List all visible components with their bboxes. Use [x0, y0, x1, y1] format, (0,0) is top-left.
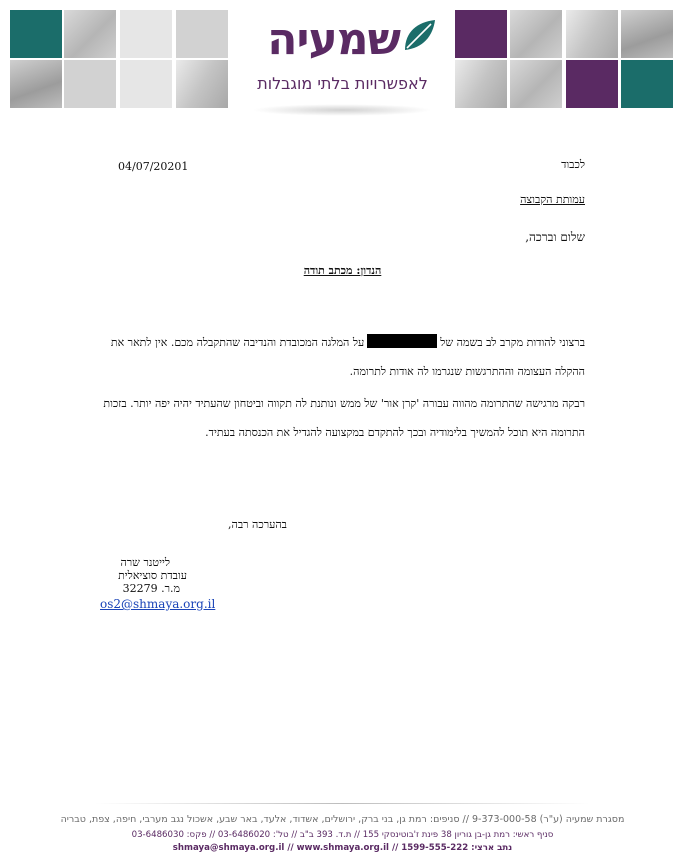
greeting: שלום וברכה,	[525, 230, 585, 244]
logo-tagline: לאפשרויות בלתי מוגבלות	[257, 74, 428, 93]
mosaic-tile	[176, 10, 228, 58]
closing-regards: בהערכה רבה,	[228, 518, 287, 531]
letter-subject: הנדון: מכתב תודה	[303, 264, 382, 277]
footer-branches: מסגרת שמעיה (ע"ר) 9-373-000-58 // סניפים: רמת גן, בני ברק, ירושלים, אשדוד, אלעד, באר שבע, אשכול נגב מערבי, חיפה, צפת, טבריה	[60, 814, 625, 825]
signer-email-link[interactable]: os2@shmaya.org.il	[100, 597, 216, 611]
redacted-name	[367, 334, 437, 348]
signer-license: מ.ר. 32279	[122, 582, 180, 595]
recipient-organization: עמותת הקבוצה	[520, 193, 585, 206]
photo-tile-megaphone	[621, 10, 673, 58]
signer-name: לייטנר שרה	[120, 556, 170, 569]
recipient-prefix: לכבוד	[561, 158, 585, 171]
logo-shadow	[252, 104, 432, 116]
mosaic-tile	[120, 10, 172, 58]
paragraph-impact: רבקה מרגישה שהתרומה מהווה עבורה 'קרן אור' של ממש ונותנת לה תקווה וביטחון שהעתיד יהיה יפה יותר. בזכות התרומה היא תוכל להמשיך בלימודיה ובכך להתקדם במקצועה להגדיל את הכנסתה בעתיד.	[103, 397, 585, 439]
letterhead	[0, 0, 685, 120]
photo-tile-children	[176, 60, 228, 108]
photo-tile-flowers	[10, 60, 62, 108]
mosaic-tile	[621, 60, 673, 108]
logo-wordmark: שמעיה	[267, 14, 400, 65]
mosaic-tile	[10, 10, 62, 58]
photo-tile-heart	[64, 10, 116, 58]
mosaic-tile	[120, 60, 172, 108]
photo-tile-books	[510, 10, 562, 58]
photo-tile-child-face	[510, 60, 562, 108]
footer-address: סניף ראשי: רמת גן-בן גוריון 38 פינת ז'בוטינסקי 155 // ת.ד. 393 ב"ב // טל': 03-6486020 // פקס: 03-6486030	[131, 830, 554, 840]
shmaya-logo	[240, 8, 445, 108]
signer-title: עובדת סוציאלית	[118, 569, 187, 582]
leaf-icon	[399, 16, 439, 56]
letter-date: 04/07/20201	[118, 160, 189, 173]
mosaic-tile	[455, 10, 507, 58]
mosaic-tile	[64, 60, 116, 108]
footer-divider	[95, 803, 590, 804]
paragraph-thanks-end: על המלגה המכובדת והנדיבה שהתקבלה מכם. אין לתאר את ההקלה העצומה וההתרגשות שנגרמו לה אודות לתרומה.	[110, 336, 585, 378]
mosaic-tile	[566, 60, 618, 108]
paragraph-thanks	[97, 328, 585, 386]
footer-contact: נתב ארצי: 1599-555-222 // shmaya@shmaya.org.il // www.shmaya.org.il	[172, 843, 513, 853]
photo-tile-classroom	[566, 10, 618, 58]
paragraph-thanks-start: ברצוני להודות מקרב לב בשמה של	[440, 336, 585, 349]
photo-tile-writing	[455, 60, 507, 108]
